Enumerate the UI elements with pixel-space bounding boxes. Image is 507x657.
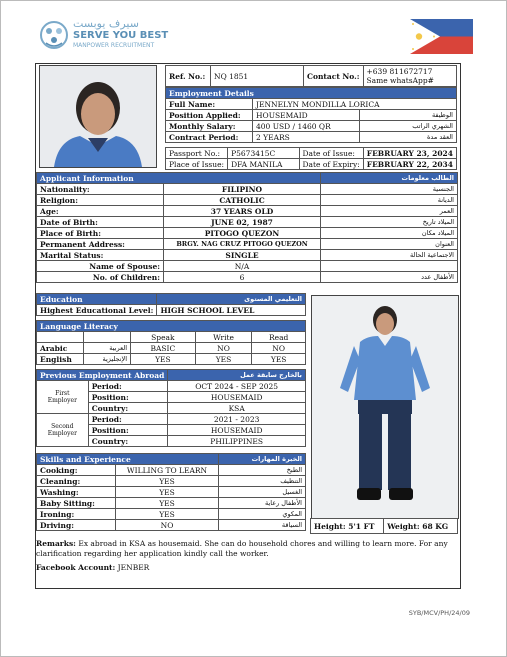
company-logo xyxy=(39,15,189,57)
skill-arabic: الطبخ xyxy=(219,465,306,476)
children-value: 6 xyxy=(164,272,321,283)
second-country-label: Country: xyxy=(88,436,168,447)
applicant-field-arabic: الميلاد تاريخ xyxy=(321,217,458,228)
applicant-row xyxy=(37,217,458,228)
applicant-table xyxy=(36,172,458,283)
language-header-blank xyxy=(37,332,84,343)
skill-row xyxy=(37,465,306,476)
position-value: HOUSEMAID xyxy=(253,110,360,121)
skills-table xyxy=(36,453,306,531)
applicant-field-value: FILIPINO xyxy=(164,184,321,195)
applicant-field-label: Nationality: xyxy=(37,184,164,195)
applicant-field-arabic: الجنسية xyxy=(321,184,458,195)
language-name: Arabic xyxy=(37,343,84,354)
second-country-value: PHILIPPINES xyxy=(168,436,306,447)
ref-label: Ref. No.: xyxy=(166,66,211,87)
skill-value: WILLING TO LEARN xyxy=(116,465,219,476)
first-period-label: Period: xyxy=(88,381,168,392)
skill-label: Washing: xyxy=(37,487,116,498)
skill-row xyxy=(37,476,306,487)
applicant-row xyxy=(37,228,458,239)
header-write: Write xyxy=(195,332,252,343)
skill-label: Baby Sitting: xyxy=(37,498,116,509)
facebook-value: JENBER xyxy=(117,563,150,572)
applicant-field-value: 37 YEARS OLD xyxy=(164,206,321,217)
language-section-title: Language Literacy xyxy=(37,321,306,332)
skill-arabic: الأطفال رعاية xyxy=(219,498,306,509)
applicant-field-arabic: الميلاد مكان xyxy=(321,228,458,239)
applicant-row xyxy=(37,206,458,217)
salary-arabic: الشهري الراتب xyxy=(360,121,457,132)
passport-no-value: P5673415C xyxy=(228,148,299,159)
language-read: NO xyxy=(252,343,306,354)
applicant-field-arabic: العنوان xyxy=(321,239,458,250)
applicant-section-arabic: الطالب معلومات xyxy=(321,173,458,184)
remarks-text: Ex abroad in KSA as housemaid. She can do household chores and willing to learn more. For any clarification regarding her application kindly call the worker. xyxy=(36,539,448,558)
language-speak: BASIC xyxy=(131,343,196,354)
second-position-value: HOUSEMAID xyxy=(168,425,306,436)
height-value: 5'1 FT xyxy=(348,521,375,531)
passport-no-label: Passport No.: xyxy=(166,148,228,159)
applicant-field-value: SINGLE xyxy=(164,250,321,261)
skill-arabic: الغسيل xyxy=(219,487,306,498)
applicant-field-value: JUNE 02, 1987 xyxy=(164,217,321,228)
education-value: HIGH SCHOOL LEVEL xyxy=(157,305,306,316)
first-period-value: OCT 2024 - SEP 2025 xyxy=(168,381,306,392)
children-label: No. of Children: xyxy=(37,272,164,283)
language-name: English xyxy=(37,354,84,365)
weight-value: 68 KG xyxy=(422,521,449,531)
first-country-value: KSA xyxy=(168,403,306,414)
reference-table xyxy=(165,65,457,87)
weight-cell: Weight: 68 KG xyxy=(384,519,458,534)
contact-value: +639 811672717 Same whatsApp# xyxy=(363,66,457,87)
employment-section-title: Employment Details xyxy=(166,88,457,99)
document-code: SYB/MCV/PH/24/09 xyxy=(408,609,470,617)
applicant-field-label: Date of Birth: xyxy=(37,217,164,228)
applicant-row xyxy=(37,239,458,250)
applicant-field-label: Marital Status: xyxy=(37,250,164,261)
contract-value: 2 YEARS xyxy=(253,132,360,143)
skill-arabic: السياقة xyxy=(219,520,306,531)
place-of-issue-value: DFA MANILA xyxy=(228,159,299,170)
spouse-value: N/A xyxy=(164,261,321,272)
expiry-date-label: Date of Expiry: xyxy=(299,159,363,170)
applicant-field-arabic: الاجتماعية الحالة xyxy=(321,250,458,261)
first-country-label: Country: xyxy=(88,403,168,414)
ref-value: NQ 1851 xyxy=(211,66,304,87)
applicant-field-label: Place of Birth: xyxy=(37,228,164,239)
applicant-section-title: Applicant Information xyxy=(37,173,321,184)
contact-label: Contact No.: xyxy=(304,66,364,87)
issue-date-value: FEBRUARY 23, 2024 xyxy=(363,148,456,159)
skill-value: YES xyxy=(116,487,219,498)
remarks-label: Remarks: xyxy=(36,539,76,548)
language-write: YES xyxy=(195,354,252,365)
skill-label: Cooking: xyxy=(37,465,116,476)
education-label: Highest Educational Level: xyxy=(37,305,157,316)
contract-arabic: العقد مدة xyxy=(360,132,457,143)
salary-label: Monthly Salary: xyxy=(166,121,253,132)
spouse-label: Name of Spouse: xyxy=(37,261,164,272)
logo-english-text: SERVE YOU BEST xyxy=(73,30,169,41)
skill-label: Driving: xyxy=(37,520,116,531)
logo-subtitle: MANPOWER RECRUITMENT xyxy=(73,42,155,49)
applicant-row xyxy=(37,195,458,206)
skill-value: YES xyxy=(116,509,219,520)
full-name-value: JENNELYN MONDILLA LORICA xyxy=(253,99,457,110)
applicant-field-value: CATHOLIC xyxy=(164,195,321,206)
skill-row xyxy=(37,498,306,509)
language-write: NO xyxy=(195,343,252,354)
spouse-arabic xyxy=(321,261,458,272)
skills-section-arabic: الخبرة المهارات xyxy=(219,454,306,465)
skill-arabic: التنظيف xyxy=(219,476,306,487)
place-of-issue-label: Place of Issue: xyxy=(166,159,228,170)
applicant-field-value: PITOGO QUEZON xyxy=(164,228,321,239)
logo-globe-icon xyxy=(39,19,69,53)
language-name-arabic: الإنجليزية xyxy=(84,354,131,365)
body-measurements-table xyxy=(310,518,458,534)
applicant-field-arabic: العمر xyxy=(321,206,458,217)
passport-table xyxy=(165,147,457,170)
second-position-label: Position: xyxy=(88,425,168,436)
employment-table xyxy=(165,87,457,143)
applicant-field-value: BRGY. NAG CRUZ PITOGO QUEZON xyxy=(164,239,321,250)
full-name-label: Full Name: xyxy=(166,99,253,110)
education-section-title: Education xyxy=(37,294,157,305)
language-speak: YES xyxy=(131,354,196,365)
applicant-field-label: Religion: xyxy=(37,195,164,206)
skill-label: Cleaning: xyxy=(37,476,116,487)
applicant-row xyxy=(37,250,458,261)
skill-value: YES xyxy=(116,476,219,487)
first-employer-label: First Employer xyxy=(37,381,89,414)
language-row xyxy=(37,354,306,365)
skill-row xyxy=(37,487,306,498)
contract-label: Contract Period: xyxy=(166,132,253,143)
skills-section-title: Skills and Experience xyxy=(37,454,219,465)
language-row xyxy=(37,343,306,354)
skill-arabic: المكوي xyxy=(219,509,306,520)
skill-value: NO xyxy=(116,520,219,531)
first-position-label: Position: xyxy=(88,392,168,403)
facebook-label: Facebook Account: xyxy=(36,563,116,572)
skill-value: YES xyxy=(116,498,219,509)
education-table xyxy=(36,293,306,316)
position-arabic: الوظيفة xyxy=(360,110,457,121)
language-table xyxy=(36,320,306,365)
previous-section-arabic: بالخارج سابقة عمل xyxy=(168,370,306,381)
salary-value: 400 USD / 1460 QR xyxy=(253,121,360,132)
applicant-field-label: Permanent Address: xyxy=(37,239,164,250)
second-employer-label: Second Employer xyxy=(37,414,89,447)
position-label: Position Applied: xyxy=(166,110,253,121)
remarks-block xyxy=(36,539,456,585)
skill-row xyxy=(37,520,306,531)
header-read: Read xyxy=(252,332,306,343)
language-name-arabic: العربية xyxy=(84,343,131,354)
previous-employment-table xyxy=(36,369,306,447)
language-read: YES xyxy=(252,354,306,365)
language-header-blank-ar xyxy=(84,332,131,343)
header-speak: Speak xyxy=(131,332,196,343)
first-position-value: HOUSEMAID xyxy=(168,392,306,403)
education-section-arabic: التعليمي المستوى xyxy=(157,294,306,305)
skill-label: Ironing: xyxy=(37,509,116,520)
applicant-field-arabic: الديانة xyxy=(321,195,458,206)
applicant-row xyxy=(37,184,458,195)
logo-arabic-text: سيرف يوبست xyxy=(73,17,139,30)
applicant-field-label: Age: xyxy=(37,206,164,217)
previous-section-title: Previous Employment Abroad xyxy=(37,370,168,381)
skill-row xyxy=(37,509,306,520)
applicant-full-body-photo xyxy=(311,295,459,519)
second-period-value: 2021 - 2023 xyxy=(168,414,306,425)
second-period-label: Period: xyxy=(88,414,168,425)
children-arabic: الأطفال عدد xyxy=(321,272,458,283)
issue-date-label: Date of Issue: xyxy=(299,148,363,159)
applicant-portrait-photo xyxy=(39,65,157,168)
philippines-flag-icon xyxy=(410,19,473,54)
height-cell: Height: 5'1 FT xyxy=(311,519,384,534)
expiry-date-value: FEBRUARY 22, 2034 xyxy=(363,159,456,170)
